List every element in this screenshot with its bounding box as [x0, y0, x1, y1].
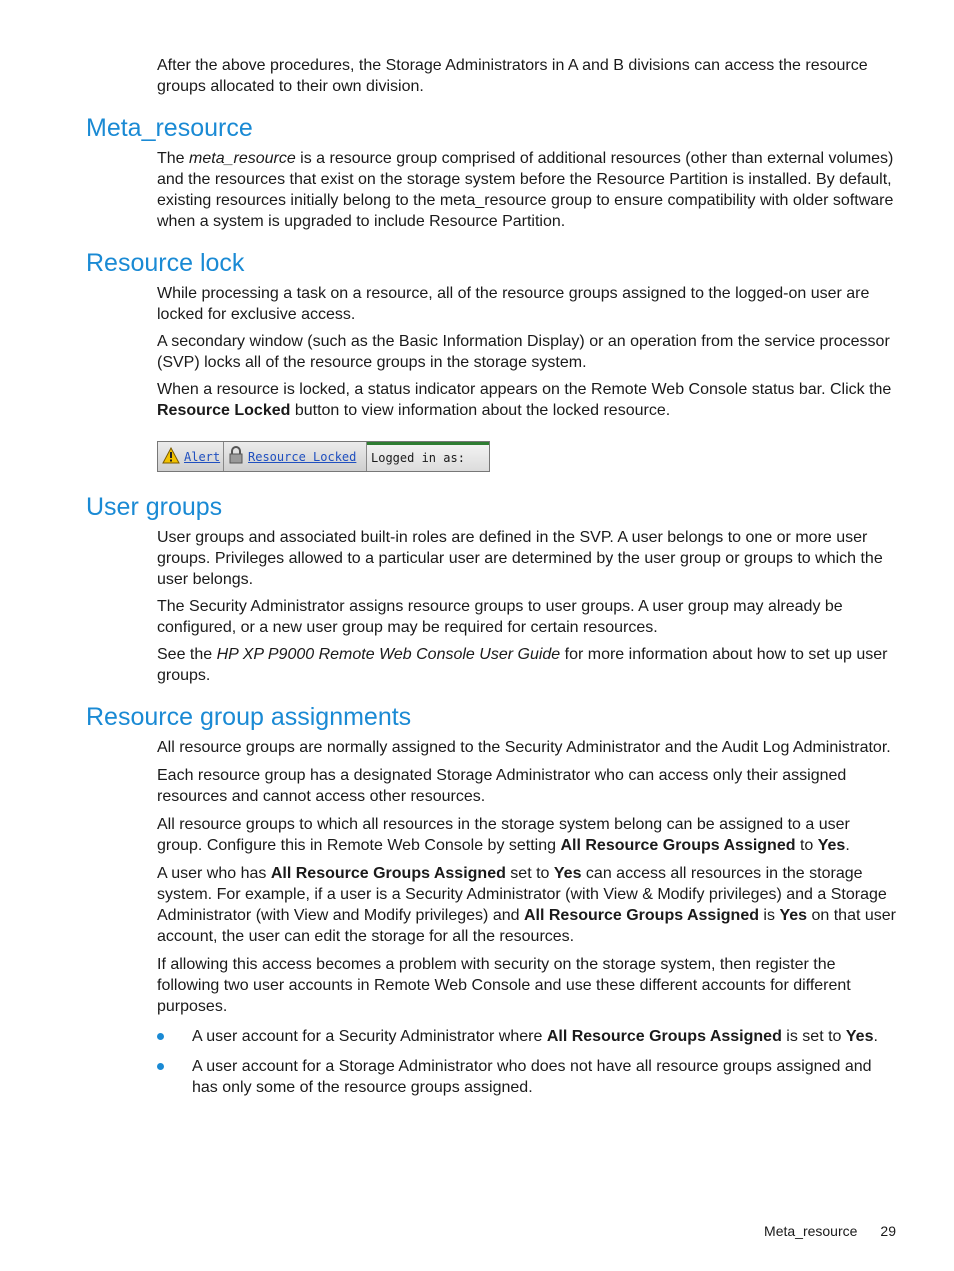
rga-p1: All resource groups are normally assigned to the Security Administrator and the Audit Log Administrator.: [157, 739, 891, 756]
bullet-icon: [157, 1033, 164, 1040]
text-run: set to: [505, 865, 554, 882]
text-run: A user account for a Storage Administrator who does not have all resource groups assigned and has only some of the resource groups assigned.: [192, 1058, 872, 1096]
user-groups-p3: [157, 644, 899, 686]
text-run: for more information about how to set up user groups.: [157, 646, 888, 684]
meta-resource-paragraph: [157, 148, 899, 232]
user-groups-body: [157, 527, 899, 686]
bold-term: Yes: [817, 837, 846, 854]
resource-lock-p1: While processing a task on a resource, all of the resource groups assigned to the logged-on user are locked for exclusive access.: [157, 285, 870, 323]
footer-section-name: Meta_resource: [764, 1223, 858, 1239]
bold-term: All Resource Groups Assigned: [560, 837, 796, 854]
bullet-icon: [157, 1063, 164, 1070]
text-run: is a resource group comprised of additional resources (other than external volumes) and the resources that exist on the storage system before the Resource Partition is installed. By default, existing resources initially belong to the meta_resource group to ensure compatibility with older software when a system is upgraded to include Resource Partition.: [157, 150, 894, 230]
text-run: is set to: [781, 1028, 846, 1045]
meta-resource-body: [157, 148, 899, 232]
text-run: A user who has: [157, 865, 271, 882]
text-run: See the: [157, 646, 217, 663]
alert-button[interactable]: [158, 442, 224, 471]
page-number: 29: [880, 1223, 896, 1239]
rga-p3: [157, 814, 899, 856]
bold-term: All Resource Groups Assigned: [270, 865, 506, 882]
text-run: A user account for a Security Administrator where: [192, 1028, 547, 1045]
account-bullet-list: [157, 1026, 899, 1098]
page-footer: [764, 1223, 896, 1239]
text-run: .: [873, 1028, 878, 1045]
text-run: .: [845, 837, 850, 854]
heading-user-groups: User groups: [86, 493, 223, 521]
user-groups-p2: The Security Administrator assigns resource groups to user groups. A user group may already be configured, or a new user group may be required for certain resources.: [157, 598, 843, 636]
rga-p2: Each resource group has a designated Storage Administrator who can access only their assigned resources and cannot access other resources.: [157, 767, 847, 805]
text-run: All resource groups to which all resources in the storage system belong can be assigned to a user group. Configure this in Remote Web Console by setting: [157, 816, 850, 854]
bold-term: All Resource Groups Assigned: [523, 907, 759, 924]
heading-meta-resource: Meta_resource: [86, 114, 253, 142]
list-item: [157, 1056, 899, 1098]
resource-lock-p2: A secondary window (such as the Basic Information Display) or an operation from the service processor (SVP) locks all of the resource groups in the storage system.: [157, 333, 890, 371]
text-run: to: [795, 837, 818, 854]
text-run: The: [157, 150, 190, 167]
text-run: is: [758, 907, 780, 924]
resource-locked-link[interactable]: Resource Locked: [248, 449, 357, 464]
lock-icon: [228, 446, 244, 467]
warning-icon: [162, 447, 180, 467]
intro-text: After the above procedures, the Storage Administrators in A and B divisions can access the resource groups allocated to their own division.: [157, 57, 868, 95]
logged-in-indicator: [367, 442, 489, 471]
italic-title: HP XP P9000 Remote Web Console User Guide: [216, 646, 561, 663]
heading-resource-group-assignments: Resource group assignments: [86, 703, 412, 731]
bold-term: Yes: [779, 907, 808, 924]
heading-resource-lock: Resource lock: [86, 249, 245, 277]
italic-term: meta_resource: [189, 150, 296, 167]
bold-term: All Resource Groups Assigned: [546, 1028, 782, 1045]
resource-lock-p3: [157, 379, 899, 421]
logged-in-label: Logged in as:: [371, 451, 465, 465]
resource-lock-body: [157, 283, 899, 421]
list-item: [157, 1026, 899, 1047]
rga-p5: If allowing this access becomes a problem with security on the storage system, then register the following two user accounts in Remote Web Console and use these different accounts for different purposes.: [157, 956, 851, 1015]
bold-term: Resource Locked: [157, 402, 291, 419]
text-run: button to view information about the locked resource.: [290, 402, 671, 419]
text-run: When a resource is locked, a status indicator appears on the Remote Web Console status bar. Click the: [157, 381, 892, 398]
resource-locked-button[interactable]: [224, 442, 367, 471]
bold-term: Yes: [845, 1028, 874, 1045]
bold-term: Yes: [553, 865, 582, 882]
user-groups-p1: User groups and associated built-in roles are defined in the SVP. A user belongs to one or more user groups. Privileges allowed to a particular user are determined by the user group or groups to which the user belongs.: [157, 529, 883, 588]
status-bar-figure: [157, 441, 490, 472]
text-run: on that user account, the user can edit the storage for all the resources.: [157, 907, 896, 945]
text-run: can access all resources in the storage system. For example, if a user is a Security Administrator (with View & Modify privileges) and a Storage Administrator (with View and Modify privileges) and: [157, 865, 887, 924]
alert-link[interactable]: Alert: [184, 449, 221, 464]
resource-group-assignments-body: [157, 737, 899, 1098]
rga-p4: [157, 863, 899, 947]
intro-paragraph: [157, 55, 899, 97]
